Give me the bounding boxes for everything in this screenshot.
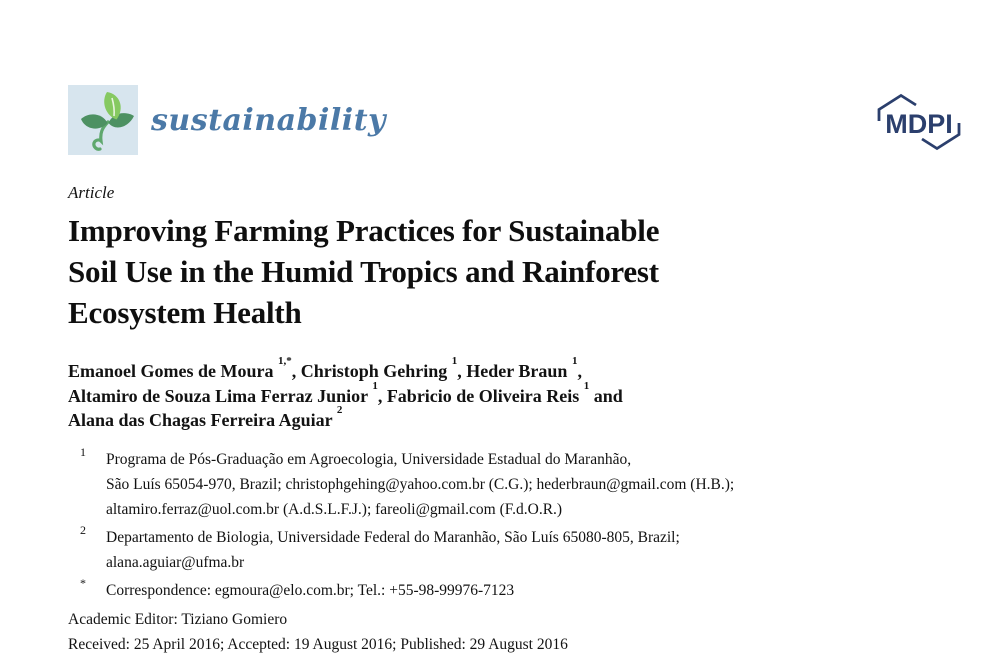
mdpi-logo [872, 92, 966, 152]
title-line: Improving Farming Practices for Sustainable [68, 213, 660, 248]
affiliation-marker: 1 [80, 444, 86, 459]
affiliation-text: Departamento de Biologia, Universidade Federal do Maranhão, São Luís 65080-805, Brazil; alana.aguiar@ufma.br [106, 528, 680, 571]
affiliation-marker: * [80, 575, 86, 590]
affiliation-text: Correspondence: egmoura@elo.com.br; Tel.: +55-98-99976-7123 [106, 581, 515, 599]
article-header-content [68, 184, 948, 658]
journal-header [68, 85, 386, 155]
title-line: Soil Use in the Humid Tropics and Rainforest [68, 254, 659, 289]
authors-block [68, 355, 948, 433]
title-line: Ecosystem Health [68, 295, 302, 330]
mdpi-wordmark: MDPI [885, 109, 953, 139]
author-line: Altamiro de Souza Lima Ferraz Junior $^1$, Fabricio de Oliveira Reis $^1$ and [68, 379, 623, 406]
history-dates-line: Received: 25 April 2016; Accepted: 19 August 2016; Published: 29 August 2016 [68, 635, 568, 653]
affiliation-entry [68, 575, 948, 603]
author-line: Emanoel Gomes de Moura $^{1,*}$, Christoph Gehring $^1$, Heder Braun $^1$, [68, 355, 582, 381]
article-title [68, 210, 948, 333]
seedling-icon [68, 85, 138, 155]
article-type-label: Article [68, 183, 115, 202]
academic-editor-line: Academic Editor: Tiziano Gomiero [68, 610, 288, 628]
affiliation-entry [68, 444, 948, 522]
affiliation-entry [68, 522, 948, 575]
editorial-info [68, 608, 948, 657]
affiliations-list [68, 444, 948, 603]
journal-name: sustainability [151, 102, 386, 138]
affiliation-marker: 2 [80, 522, 86, 537]
author-line: Alana das Chagas Ferreira Aguiar $^2$ [68, 404, 343, 430]
affiliation-text: Programa de Pós-Graduação em Agroecologia, Universidade Estadual do Maranhão, São Luís 65054-970, Brazil; christophgehing@yahoo.com.br (C.G.); hederbraun@gmail.com (H.B.); altamiro.ferraz@uol.com.br (A.d.S.L.F.J.); fareoli@gmail.com (F.d.O.R.) [106, 450, 735, 518]
